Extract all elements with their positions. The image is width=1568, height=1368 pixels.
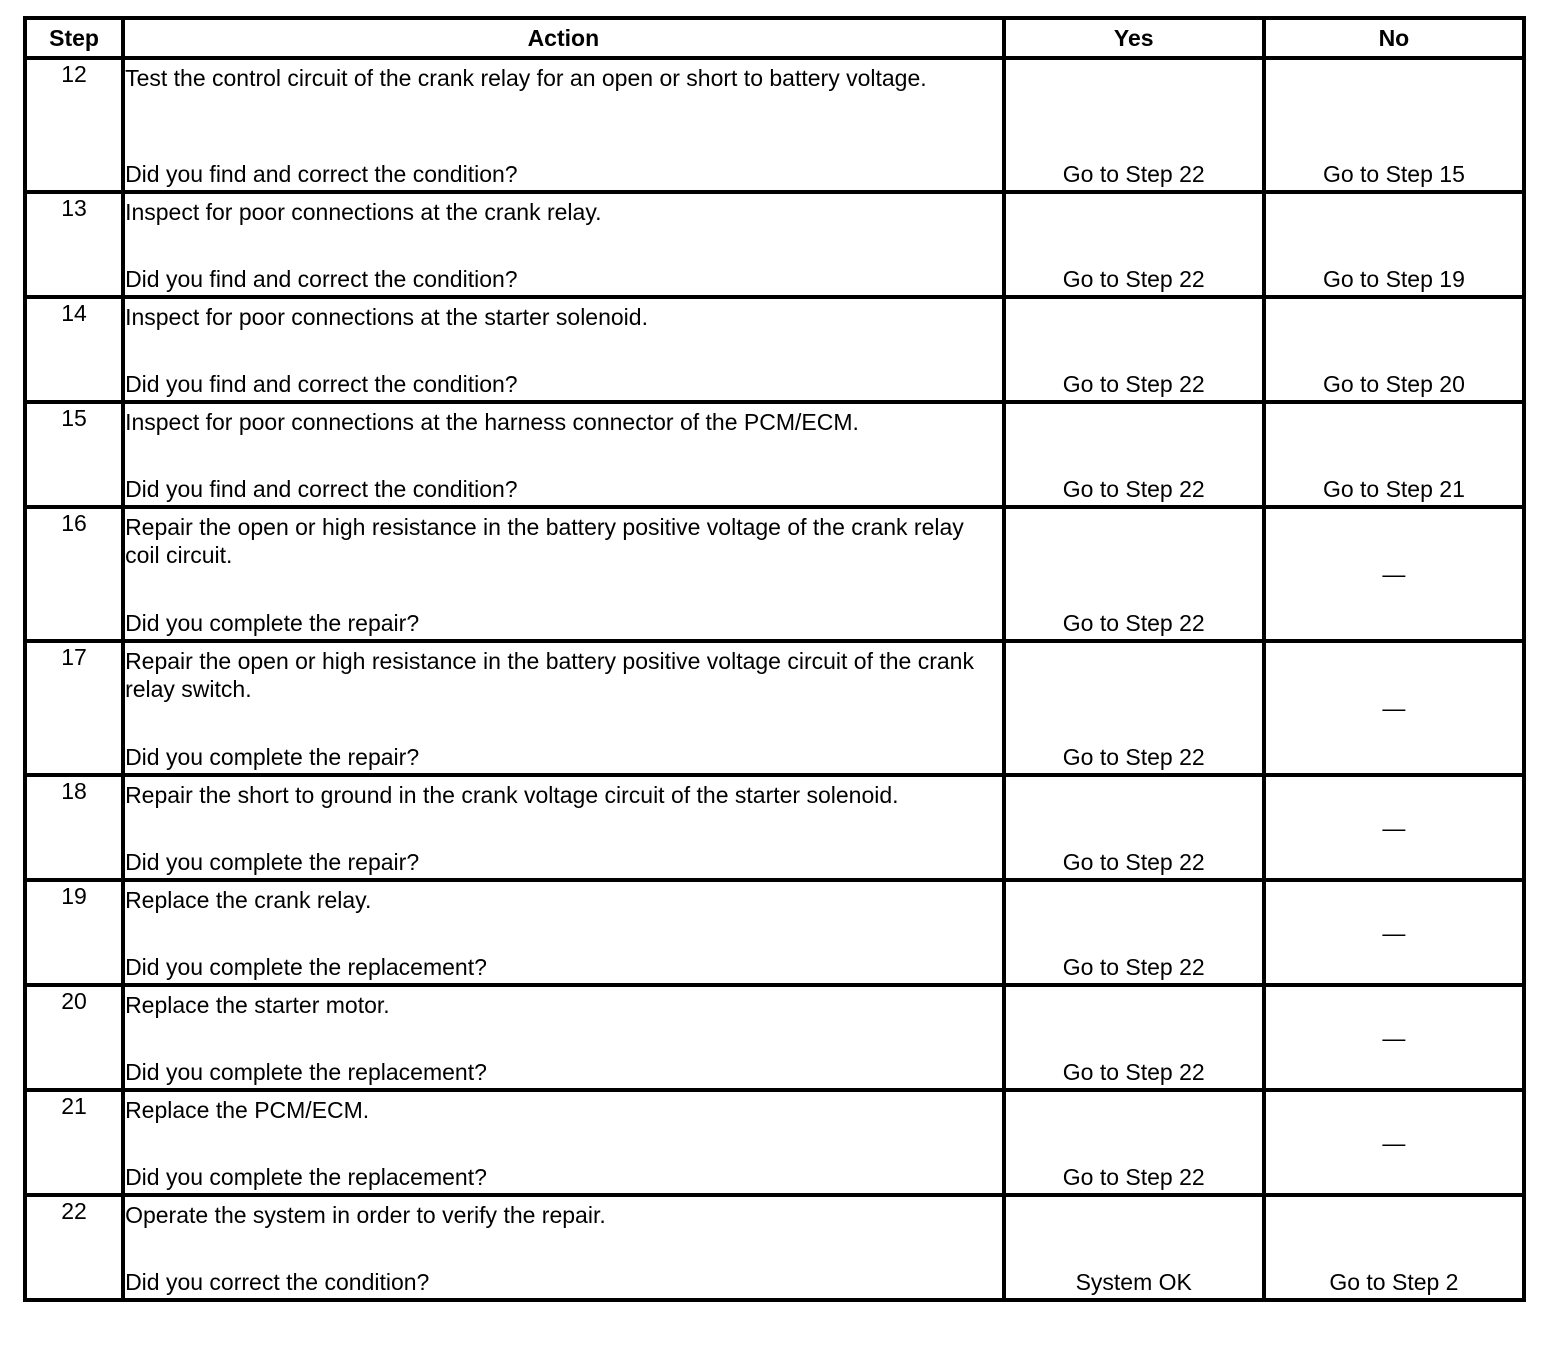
header-action: Action (123, 18, 1004, 58)
yes-result: Go to Step 22 (1062, 266, 1205, 292)
step-number: 20 (25, 985, 123, 1090)
step-number: 21 (25, 1090, 123, 1195)
header-step: Step (25, 18, 123, 58)
action-text: Test the control circuit of the crank relay for an open or short to battery voltage. (125, 65, 927, 91)
no-result: Go to Step 20 (1322, 371, 1465, 397)
no-dash: — (1382, 814, 1406, 841)
action-text: Replace the PCM/ECM. (125, 1097, 370, 1123)
action-question: Did you find and correct the condition? (125, 266, 518, 292)
action-question: Did you complete the replacement? (125, 954, 487, 980)
no-dash: — (1382, 561, 1406, 587)
action-question: Did you find and correct the condition? (125, 476, 518, 502)
table-row (25, 775, 1524, 880)
action-text: Repair the short to ground in the crank voltage circuit of the starter solenoid. (125, 782, 899, 808)
action-text: Repair the open or high resistance in the battery positive voltage circuit of the crank relay switch. (125, 648, 974, 702)
no-result: Go to Step 2 (1329, 1269, 1459, 1295)
table-row (25, 985, 1524, 1090)
table-row (25, 641, 1524, 775)
no-dash: — (1382, 695, 1406, 721)
action-text: Replace the starter motor. (125, 992, 390, 1018)
yes-result: Go to Step 22 (1062, 954, 1205, 980)
action-text: Operate the system in order to verify the repair. (125, 1202, 606, 1228)
action-question: Did you complete the repair? (125, 849, 420, 875)
step-number: 12 (25, 58, 123, 192)
no-dash: — (1382, 1024, 1406, 1051)
action-text: Inspect for poor connections at the harness connector of the PCM/ECM. (125, 409, 859, 435)
table-row (25, 1090, 1524, 1195)
yes-result: Go to Step 22 (1062, 161, 1205, 187)
table-row (25, 507, 1524, 641)
yes-result: Go to Step 22 (1062, 610, 1205, 636)
yes-result: System OK (1075, 1269, 1192, 1295)
no-dash: — (1382, 1129, 1406, 1156)
step-number: 18 (25, 775, 123, 880)
step-number: 14 (25, 297, 123, 402)
step-number: 15 (25, 402, 123, 507)
yes-result: Go to Step 22 (1062, 371, 1205, 397)
action-question: Did you complete the replacement? (125, 1059, 487, 1085)
yes-result: Go to Step 22 (1062, 1059, 1205, 1085)
step-number: 22 (25, 1195, 123, 1300)
yes-result: Go to Step 22 (1062, 1164, 1205, 1190)
step-number: 19 (25, 880, 123, 985)
no-result: Go to Step 15 (1322, 161, 1465, 187)
table-row (25, 58, 1524, 192)
action-question: Did you complete the replacement? (125, 1164, 487, 1190)
table-row (25, 297, 1524, 402)
step-number: 13 (25, 192, 123, 297)
header-yes: Yes (1004, 18, 1264, 58)
yes-result: Go to Step 22 (1062, 476, 1205, 502)
action-question: Did you complete the repair? (125, 610, 420, 636)
action-question: Did you find and correct the condition? (125, 161, 518, 187)
table-row (25, 1195, 1524, 1300)
action-question: Did you correct the condition? (125, 1269, 430, 1295)
action-text: Replace the crank relay. (125, 887, 372, 913)
yes-result: Go to Step 22 (1062, 849, 1205, 875)
table-row (25, 402, 1524, 507)
diagnostic-table (23, 16, 1526, 1302)
action-text: Inspect for poor connections at the crank relay. (125, 199, 602, 225)
no-dash: — (1382, 919, 1406, 946)
table-header-row (25, 18, 1524, 58)
header-no: No (1264, 18, 1524, 58)
yes-result: Go to Step 22 (1062, 744, 1205, 770)
action-text: Inspect for poor connections at the starter solenoid. (125, 304, 648, 330)
table-row (25, 880, 1524, 985)
action-question: Did you find and correct the condition? (125, 371, 518, 397)
step-number: 17 (25, 641, 123, 775)
table-row (25, 192, 1524, 297)
action-question: Did you complete the repair? (125, 744, 420, 770)
step-number: 16 (25, 507, 123, 641)
action-text: Repair the open or high resistance in the battery positive voltage of the crank relay coil circuit. (125, 514, 964, 568)
no-result: Go to Step 21 (1322, 476, 1465, 502)
no-result: Go to Step 19 (1322, 266, 1465, 292)
